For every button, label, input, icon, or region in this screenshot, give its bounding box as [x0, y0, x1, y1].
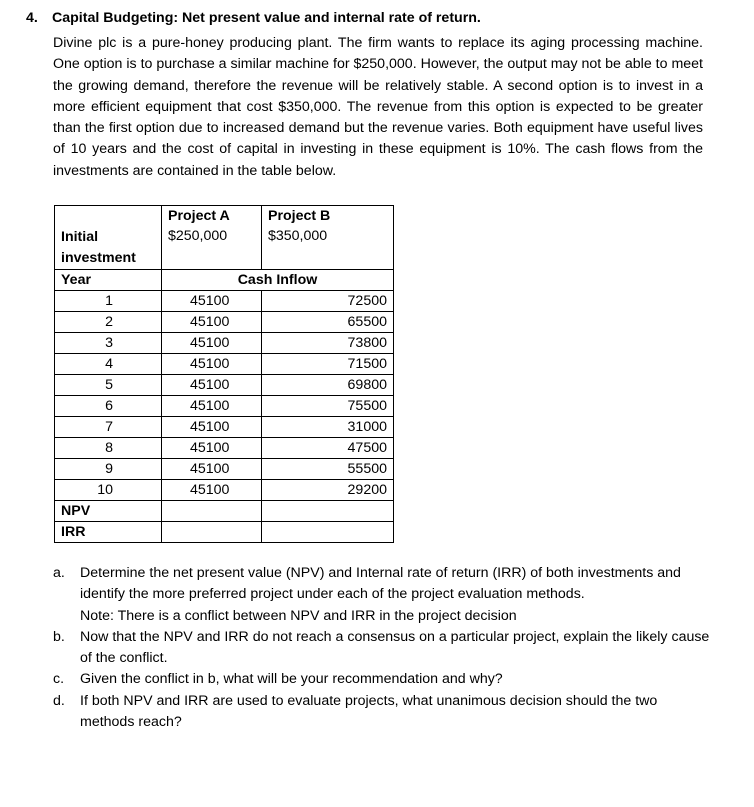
year-cell: 9: [55, 459, 162, 480]
question-letter: d.: [53, 692, 65, 709]
project-a-cash-inflow: 45100: [162, 459, 262, 480]
table-row: [55, 291, 394, 312]
year-cell: 8: [55, 438, 162, 459]
project-a-cash-inflow: 45100: [162, 480, 262, 501]
question-note: Note: There is a conflict between NPV and IRR in the project decision: [80, 607, 517, 624]
project-a-cell: [162, 206, 262, 270]
project-b-cash-inflow: 75500: [262, 396, 394, 417]
table-row: [55, 375, 394, 396]
cash-flow-table: [54, 205, 394, 543]
project-a-cash-inflow: 45100: [162, 354, 262, 375]
project-a-header: Project A: [168, 208, 230, 224]
table-row: [55, 438, 394, 459]
project-b-header: Project B: [268, 208, 331, 224]
table-row: [55, 396, 394, 417]
npv-b-cell[interactable]: [262, 501, 394, 522]
irr-label: IRR: [55, 522, 162, 543]
project-b-cash-inflow: 72500: [262, 291, 394, 312]
question-item-a: [53, 563, 713, 627]
project-b-cash-inflow: 47500: [262, 438, 394, 459]
project-a-cash-inflow: 45100: [162, 438, 262, 459]
question-letter: a.: [53, 565, 65, 581]
table-row: [55, 480, 394, 501]
project-b-cash-inflow: 29200: [262, 480, 394, 501]
project-b-cash-inflow: 65500: [262, 312, 394, 333]
table-row: [55, 417, 394, 438]
question-text: If both NPV and IRR are used to evaluate projects, what unanimous decision should the two methods reach?: [80, 692, 658, 731]
year-cell: 6: [55, 396, 162, 417]
npv-a-cell[interactable]: [162, 501, 262, 522]
project-b-cash-inflow: 71500: [262, 354, 394, 375]
question-item-b: [53, 627, 713, 670]
table-row: [55, 354, 394, 375]
cash-inflow-header: Cash Inflow: [162, 270, 394, 291]
project-b-cell: [262, 206, 394, 270]
question-letter: b.: [53, 628, 65, 645]
year-cell: 5: [55, 375, 162, 396]
year-cell: 10: [55, 480, 162, 501]
year-cell: 2: [55, 312, 162, 333]
year-cell: 7: [55, 417, 162, 438]
question-list: [53, 563, 713, 733]
initial-investment-label: Initial investment: [55, 206, 162, 270]
question-letter: c.: [53, 671, 65, 688]
project-a-cash-inflow: 45100: [162, 396, 262, 417]
table-row: [55, 312, 394, 333]
year-cell: 3: [55, 333, 162, 354]
table-row-initial: [55, 206, 394, 270]
question-number: 4.: [26, 10, 38, 26]
year-header: Year: [55, 270, 162, 291]
year-cell: 1: [55, 291, 162, 312]
table-row: [55, 333, 394, 354]
table-row-npv: [55, 501, 394, 522]
project-a-initial: $250,000: [168, 228, 228, 244]
project-b-initial: $350,000: [268, 228, 328, 244]
project-a-cash-inflow: 45100: [162, 417, 262, 438]
project-b-cash-inflow: 69800: [262, 375, 394, 396]
project-a-cash-inflow: 45100: [162, 312, 262, 333]
question-text: Determine the net present value (NPV) and Internal rate of return (IRR) of both investments and identify the more preferred project under each of the project evaluation methods.: [80, 565, 681, 603]
question-text: Now that the NPV and IRR do not reach a consensus on a particular project, explain the likely cause of the conflict.: [80, 628, 710, 667]
question-intro: Divine plc is a pure-honey producing plant. The firm wants to replace its aging processing machine. One option is to purchase a similar machine for $250,000. However, the output may not be able to meet the growing demand, therefore the revenue will be relatively stable. A second option is to invest in a more efficient equipment that cost $350,000. The revenue from this option is expected to be greater than the first option due to increased demand but the revenue varies. Both equipment have useful lives of 10 years and the cost of capital in investing in these equipment is 10%. The cash flows from the investments are contained in the table below.: [53, 35, 703, 179]
question-item-d: [53, 691, 713, 734]
table-row-irr: [55, 522, 394, 543]
npv-label: NPV: [55, 501, 162, 522]
table-row-header: [55, 270, 394, 291]
irr-a-cell[interactable]: [162, 522, 262, 543]
question-heading: [26, 10, 481, 26]
question-text: Given the conflict in b, what will be your recommendation and why?: [80, 671, 503, 688]
question-title: Capital Budgeting: Net present value and internal rate of return.: [52, 10, 481, 26]
irr-b-cell[interactable]: [262, 522, 394, 543]
project-b-cash-inflow: 31000: [262, 417, 394, 438]
question-item-c: [53, 669, 713, 690]
project-a-cash-inflow: 45100: [162, 291, 262, 312]
project-b-cash-inflow: 55500: [262, 459, 394, 480]
year-cell: 4: [55, 354, 162, 375]
project-b-cash-inflow: 73800: [262, 333, 394, 354]
project-a-cash-inflow: 45100: [162, 333, 262, 354]
table-row: [55, 459, 394, 480]
project-a-cash-inflow: 45100: [162, 375, 262, 396]
